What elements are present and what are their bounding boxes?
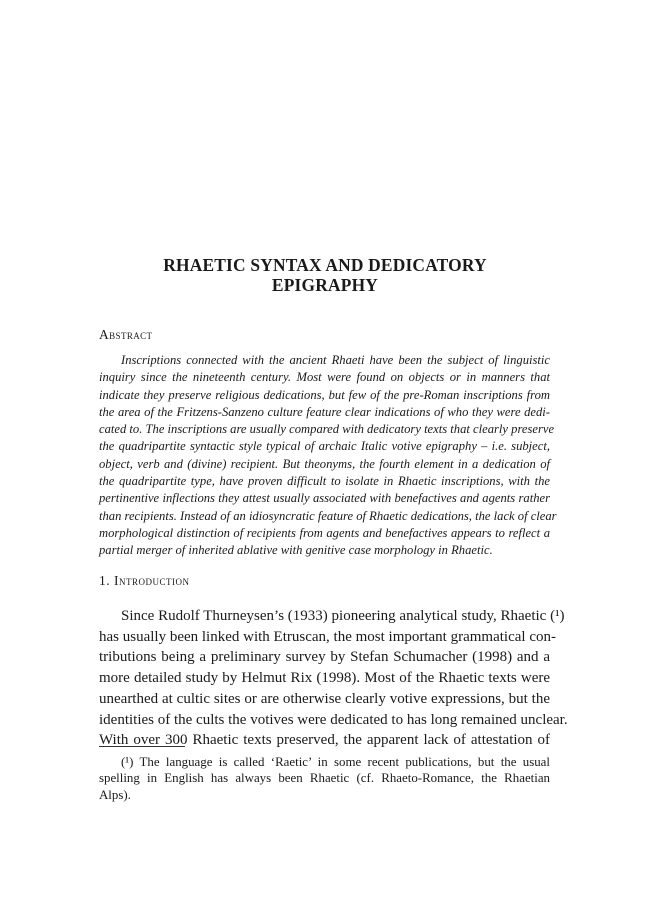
footnote-divider	[99, 746, 185, 747]
abstract-line: indicate they preserve religious dedications, but few of the pre-Roman inscriptions from	[99, 387, 550, 402]
abstract-line: than recipients. Instead of an idiosyncratic feature of Rhaetic dedications, the lack of clear	[99, 508, 557, 523]
section-heading-introduction: 1. Introduction	[99, 573, 190, 588]
footnote	[99, 754, 550, 803]
body-line: With over 300 Rhaetic texts preserved, the apparent lack of attestation of	[99, 732, 550, 749]
body-line: has usually been linked with Etruscan, the most important grammatical con-	[99, 628, 556, 645]
abstract-line: inquiry since the nineteenth century. Most were found on objects or in manners that	[99, 370, 550, 385]
abstract-line: object, verb and (divine) recipient. But theonyms, the fourth element in a dedication of	[99, 456, 550, 471]
abstract-line: the quadripartite syntactic style typical of archaic Italic votive epigraphy – i.e. subject,	[99, 439, 550, 454]
abstract-text	[99, 352, 557, 560]
body-line: unearthed at cultic sites or are otherwise clearly votive expressions, but the	[99, 690, 550, 707]
footnote-line: Alps).	[99, 787, 131, 802]
abstract-line: cated to. The inscriptions are usually compared with dedicatory texts that clearly preserve	[99, 422, 555, 437]
abstract-line: Inscriptions connected with the ancient Rhaeti have been the subject of linguistic	[121, 353, 550, 367]
body-line: identities of the cults the votives were dedicated to has long remained unclear.	[99, 711, 568, 728]
abstract-line: the quadripartite type, have proven difficult to isolate in Rhaetic inscriptions, with the	[99, 474, 550, 489]
abstract-line: morphological distinction of recipients from agents and benefactives appears to reflect a	[99, 525, 550, 540]
abstract-line: pertinentive inflections they attest usually associated with benefactives and agents rather	[99, 491, 550, 506]
introduction-text	[99, 606, 568, 751]
title-line: EPIGRAPHY	[271, 275, 379, 295]
abstract-line: partial merger of inherited ablative with genitive case morphology in Rhaetic.	[99, 543, 493, 558]
footnote-line: (¹) The language is called ‘Raetic’ in some recent publications, but the usual	[121, 755, 550, 769]
title-line: RHAETIC SYNTAX AND DEDICATORY	[163, 255, 487, 275]
footnote-line: spelling in English has always been Rhaetic (cf. Rhaeto-Romance, the Rhaetian	[99, 771, 550, 786]
body-line: more detailed study by Helmut Rix (1998). Most of the Rhaetic texts were	[99, 670, 550, 687]
body-line: tributions being a preliminary survey by Stefan Schumacher (1998) and a	[99, 649, 550, 666]
abstract-line: the area of the Fritzens-Sanzeno culture feature clear indications of who they were dedi-	[99, 404, 550, 419]
abstract-heading: Abstract	[99, 327, 153, 342]
body-line: Since Rudolf Thurneysen’s (1933) pioneering analytical study, Rhaetic (¹)	[121, 608, 565, 624]
article-title	[98, 255, 552, 295]
